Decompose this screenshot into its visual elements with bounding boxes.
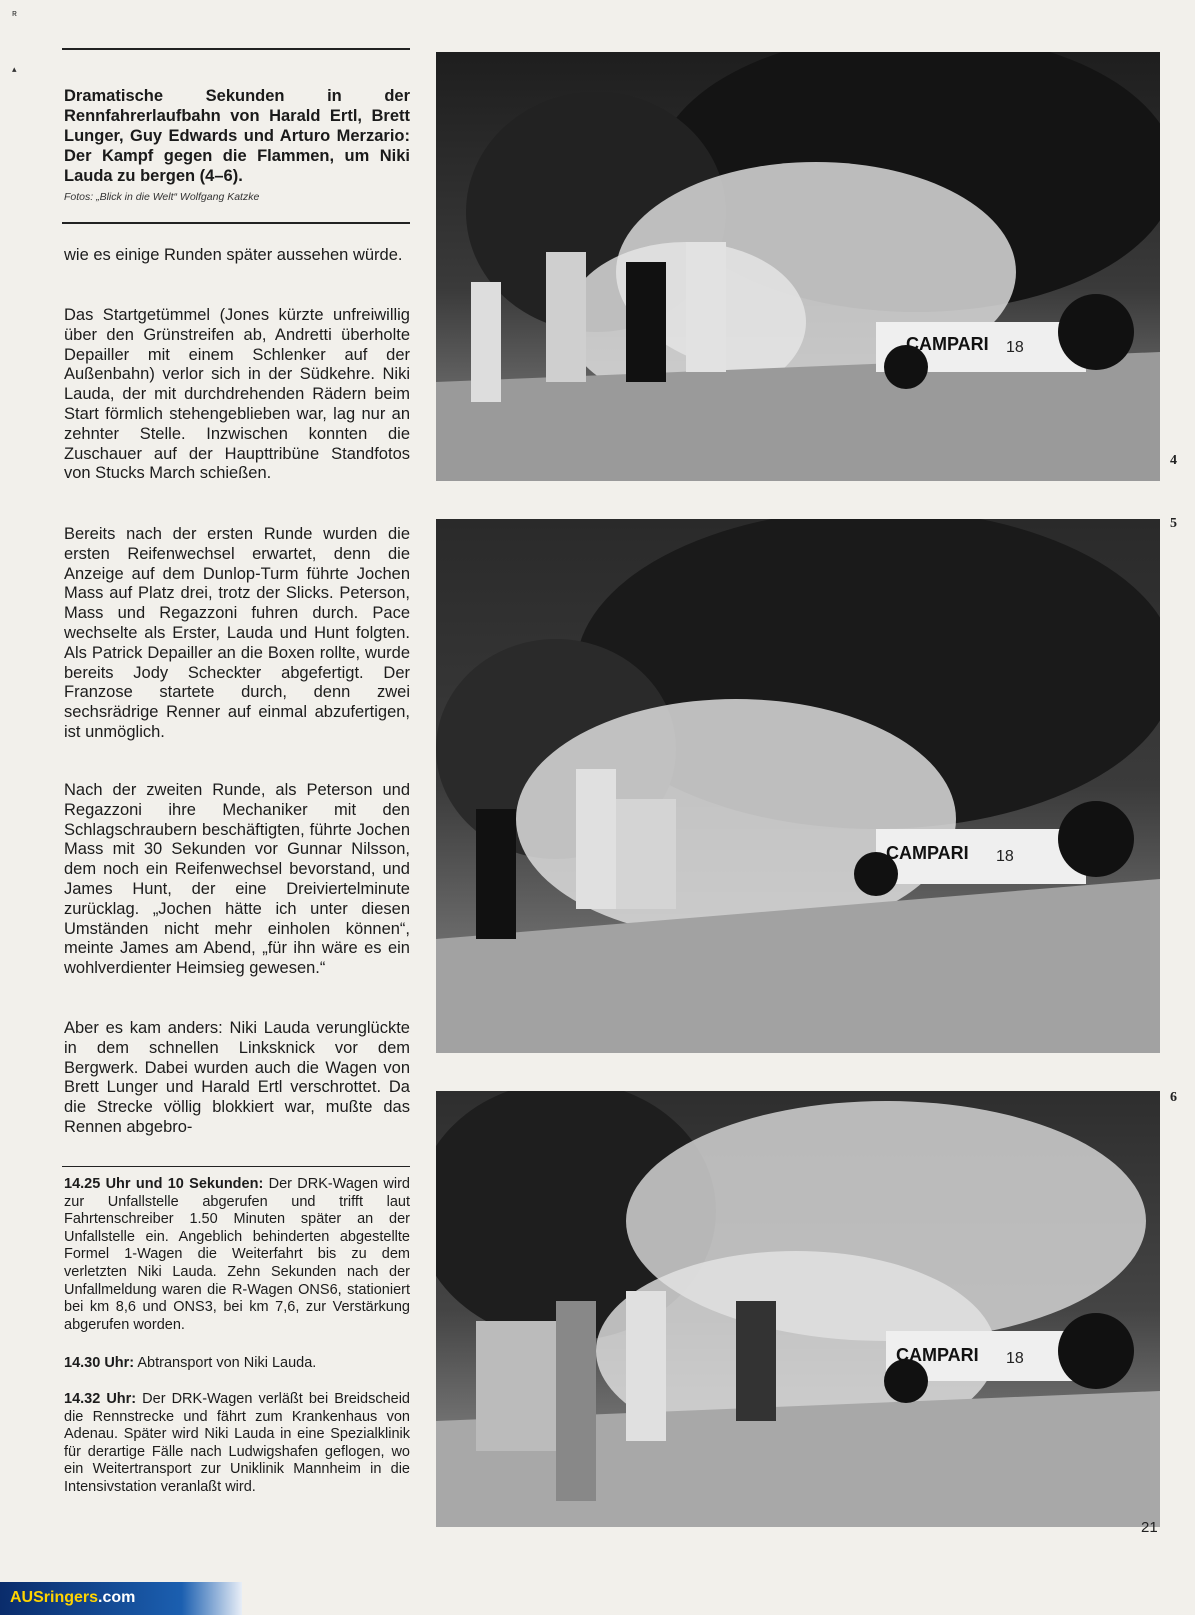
body-paragraph-1: wie es einige Runden später aussehen würde. xyxy=(64,246,403,264)
photo-caption: Dramatische Sekunden in der Rennfahrerlaufbahn von Harald Ertl, Brett Lunger, Guy Edwards und Arturo Merzario: Der Kampf gegen die Flammen, um Niki Lauda zu bergen (4–6). xyxy=(64,87,410,185)
timeline-entry xyxy=(64,1176,410,1334)
photo-4-crash-fire xyxy=(436,52,1160,481)
body-paragraph-3: Bereits nach der ersten Runde wurden die ersten Reifenwechsel erwartet, denn die Anzeige auf dem Dunlop-Turm führte Jochen Mass auf Platz drei, trotz der Slicks. Peterson, Mass und Regazzoni fuhren durch. Pace wechselte als Erster, Lauda und Hunt folgten. Als Patrick Depailler an die Boxen rollte, wurde bereits Jody Scheckter abgefertigt. Der Franzose startete durch, denn zwei sechsrädrige Renner auf einmal abzufertigen, ist unmöglich. xyxy=(64,525,410,741)
photo-5-crash-fire xyxy=(436,519,1160,1053)
car-number-label: 18 xyxy=(1006,1350,1024,1367)
car-number-label: 18 xyxy=(996,848,1014,865)
page-number: 21 xyxy=(1141,1519,1158,1536)
body-paragraph-4: Nach der zweiten Runde, als Peterson und Regazzoni ihre Mechaniker mit den Schlagschraubern beschäftigten, führte Jochen Mass mit 30 Sekunden vor Gunnar Nilsson, dem noch ein Reifenwechsel bevorstand, und James Hunt, der eine Dreiviertelminute zurücklag. „Jochen hätte ich unter diesen Umständen nicht mehr einholen können“, meinte James am Abend, „für ihn wäre es ein wohlverdienter Heimsieg gewesen.“ xyxy=(64,781,410,978)
timeline-text: Abtransport von Niki Lauda. xyxy=(134,1355,317,1371)
watermark-domain: .com xyxy=(98,1589,136,1606)
timeline-text: Der DRK-Wagen verläßt bei Breidscheid die Rennstrecke und fährt zum Krankenhaus von Adenau. Später wird Niki Lauda in eine Spezialklinik für derartige Fälle nach Ludwigshafen geflogen, wo ein Weitertransport zur Uniklinik Mannheim in die Intensivstation veranlaßt wird. xyxy=(64,1391,410,1495)
timeline-text: Der DRK-Wagen wird zur Unfallstelle abgerufen und trifft laut Fahrtenschreiber 1.50 Minuten später an der Unfallstelle ein. Angeblich behinderten abgestellte Formel 1-Wagen die Weiterfahrt bis zu dem verletzten Niki Lauda. Zehn Sekunden nach der Unfallmeldung waren die R-Wagen ONS6, stationiert bei km 8,6 und ONS3, bei km 7,6, zur Verstärkung abgerufen worden. xyxy=(64,1176,410,1333)
watermark-logo xyxy=(0,1582,242,1615)
body-paragraph-2: Das Startgetümmel (Jones kürzte unfreiwillig über den Grünstreifen ab, Andretti überholte Depailler mit einem Schlenker auf der Außenbahn) verlor sich in der Südkehre. Niki Lauda, der mit durchdrehenden Rädern beim Start förmlich stehengeblieben war, lag nur an zehnter Stelle. Inzwischen konnten die Zuschauer auf der Haupttribüne Standfotos von Stucks March schießen. xyxy=(64,306,410,483)
corner-mark: ʀ xyxy=(12,8,17,18)
car-number-label: 18 xyxy=(1006,339,1024,356)
timeline-entry xyxy=(64,1391,410,1497)
timeline-time: 14.32 Uhr: xyxy=(64,1391,137,1407)
top-rule xyxy=(62,48,410,50)
car-sponsor-label: CAMPARI xyxy=(886,843,969,863)
car-sponsor-label: CAMPARI xyxy=(906,334,989,354)
timeline-time: 14.25 Uhr und 10 Sekunden: xyxy=(64,1176,264,1192)
caption-rule xyxy=(62,222,410,224)
photo-number-5: 5 xyxy=(1170,516,1177,531)
timeline-time: 14.30 Uhr: xyxy=(64,1355,135,1371)
photo-credit: Fotos: „Blick in die Welt“ Wolfgang Katzke xyxy=(64,191,260,203)
body-paragraph-5: Aber es kam anders: Niki Lauda verunglückte in dem schnellen Linksknick vor dem Bergwerk. Dabei wurden auch die Wagen von Brett Lunger und Harald Ertl verschrottet. Da die Strecke völlig blokkiert war, mußte das Rennen abgebro- xyxy=(64,1019,410,1136)
photo-6-crash-fire xyxy=(436,1091,1160,1527)
corner-mark: ▴ xyxy=(12,64,17,74)
watermark-brand: AUSringers xyxy=(10,1589,99,1606)
photo-number-6: 6 xyxy=(1170,1090,1177,1105)
photo-number-4: 4 xyxy=(1170,453,1177,468)
timeline-rule xyxy=(62,1166,410,1167)
timeline-entry xyxy=(64,1355,410,1373)
car-sponsor-label: CAMPARI xyxy=(896,1345,979,1365)
